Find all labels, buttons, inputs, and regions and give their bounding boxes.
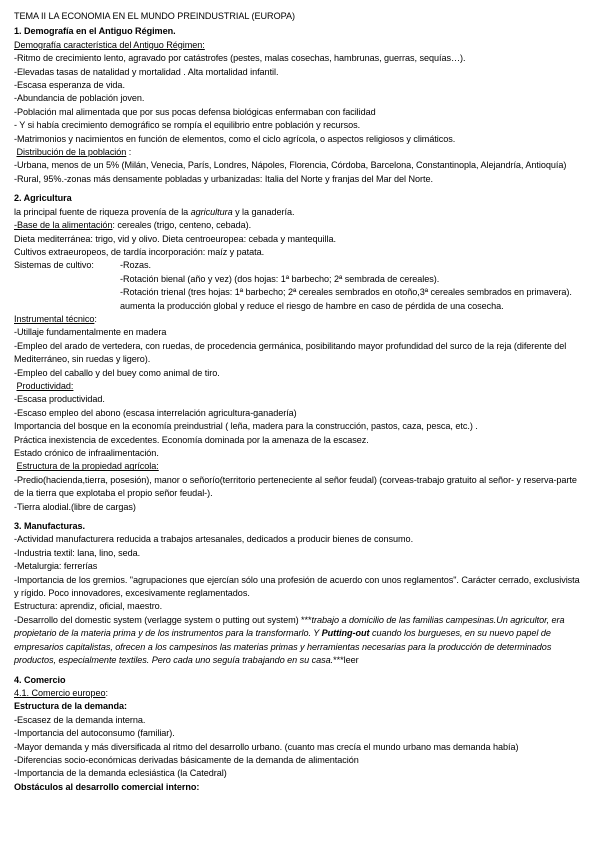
list-item: -Rotación bienal (año y vez) (dos hojas: 1ª barbecho; 2ª sembrada de cereales). — [120, 273, 440, 284]
productivity-list — [14, 393, 586, 460]
domestic-text-end: ***leer — [333, 655, 359, 666]
demand-list — [14, 714, 586, 781]
technical-list — [14, 326, 586, 380]
commerce-subheading-suffix: : — [105, 687, 108, 698]
cultivation-systems-label: Sistemas de cultivo: — [14, 260, 94, 271]
commerce-subheading-line — [14, 687, 586, 700]
list-item: Práctica inexistencia de excedentes. Economía dominada por la amenaza de la escasez. — [14, 434, 369, 445]
obstacles-heading: Obstáculos al desarrollo comercial interno: — [14, 781, 200, 792]
section-4-heading: 4. Comercio — [14, 674, 66, 685]
list-item: -Industria textil: lana, lino, seda. — [14, 547, 141, 558]
demand-heading: Estructura de la demanda: — [14, 701, 127, 712]
list-item: -Importancia del autoconsumo (familiar). — [14, 728, 175, 739]
productivity-heading-line — [14, 380, 586, 393]
manufacturing-list — [14, 533, 586, 613]
distribution-subheading: Distribución de la población — [16, 147, 127, 158]
agriculture-intro — [14, 206, 586, 219]
list-item: -Actividad manufacturera reducida a trabajos artesanales, dedicados a producir bienes de consumo. — [14, 534, 414, 545]
list-item: -Empleo del arado de vertedera, con ruedas, de procedencia germánica, posibilitando mayor profundidad del surco de la reja (diferente del Mediterráneo, sin ruedas y ligero). — [14, 340, 567, 365]
list-item: -Rural, 95%.-zonas más densamente pobladas y urbanizadas: Italia del Norte y franjas del Mar del Norte. — [14, 173, 433, 184]
list-item: -Rotación trienal (tres hojas: 1ª barbecho; 2ª cereales sembrados en otoño,3ª cereales sembrados en primavera). aumenta la producción global y reduce el riesgo de hambre en caso de pérdida de una cosecha. — [120, 287, 572, 311]
list-item: - Y si había crecimiento demográfico se rompía el equilibrio entre población y recursos. — [14, 120, 361, 131]
document-page — [14, 10, 586, 794]
food-base-text: : cereales (trigo, centeno, cebada). — [112, 220, 252, 231]
list-item: -Población mal alimentada que por sus pocas defensa biológicas enfermaban con facilidad — [14, 106, 376, 117]
diet-line: Dieta mediterránea: trigo, vid y olivo. Dieta centroeuropea: cebada y mantequilla. — [14, 233, 336, 244]
property-heading: Estructura de la propiedad agrícola: — [16, 461, 159, 472]
distribution-subheading-suffix: : — [126, 147, 132, 158]
list-item: -Utillaje fundamentalmente en madera — [14, 327, 167, 338]
intro-text-b: y la ganadería. — [232, 206, 295, 217]
list-item: -Importancia de la demanda eclesiástica (la Catedral) — [14, 768, 227, 779]
food-base-label: -Base de la alimentación — [14, 220, 113, 231]
property-heading-line — [14, 460, 586, 473]
list-item: Estructura: aprendiz, oficial, maestro. — [14, 601, 163, 612]
list-item: Importancia del bosque en la economía preindustrial ( leña, madera para la construcción, pastos, caza, pesca, etc.) . — [14, 421, 478, 432]
list-item: -Predio(hacienda,tierra, posesión), manor o señorío(territorio perteneciente al señor feudal) (corveas-trabajo gratuito al señor- y reserva-parte de la tierra que explotaba el propio señor feudal-). — [14, 474, 577, 499]
list-item: -Escasez de la demanda interna. — [14, 714, 146, 725]
domestic-system-paragraph — [14, 614, 586, 668]
section-2-heading: 2. Agricultura — [14, 193, 72, 204]
productivity-heading: Productividad: — [16, 380, 74, 391]
list-item: -Importancia de los gremios. "agrupaciones que ejercían sólo una profesión de acuerdo con unos reglamentos". Carácter cerrado, exclusivista y rígido. Poco innovadores, excesivamente reglamentados. — [14, 574, 580, 599]
list-item: -Elevadas tasas de natalidad y mortalidad . Alta mortalidad infantil. — [14, 66, 279, 77]
commerce-subheading: 4.1. Comercio europeo — [14, 687, 106, 698]
demography-list — [14, 52, 586, 146]
list-item: Estado crónico de infraalimentación. — [14, 448, 159, 458]
food-base-line — [14, 219, 586, 232]
list-item: -Abundancia de población joven. — [14, 93, 145, 104]
cultivation-systems — [14, 259, 586, 313]
list-item: -Escasa esperanza de vida. — [14, 80, 125, 91]
domestic-text-a: -Desarrollo del domestic system (verlagge system o putting out system) *** — [14, 614, 312, 625]
technical-heading-suffix: : — [94, 313, 97, 324]
list-item: -Tierra alodial.(libre de cargas) — [14, 501, 136, 512]
property-list — [14, 474, 586, 514]
list-item: -Escaso empleo del abono (escasa interrelación agricultura-ganadería) — [14, 407, 297, 418]
document-title: TEMA II LA ECONOMIA EN EL MUNDO PREINDUSTRIAL (EUROPA) — [14, 11, 295, 21]
domestic-text-bold: Putting-out — [321, 628, 370, 639]
list-item: -Escasa productividad. — [14, 394, 105, 405]
list-item: -Diferencias socio-económicas derivadas básicamente de la demanda de alimentación — [14, 754, 359, 765]
section-1-subheading-1 — [14, 39, 586, 52]
cultivation-systems-list — [120, 259, 586, 313]
intro-text-a: la principal fuente de riqueza provenía de la — [14, 206, 191, 217]
technical-heading-line — [14, 313, 586, 326]
list-item: -Mayor demanda y más diversificada al ritmo del desarrollo urbano. (cuanto mas crecía el mundo urbano mas demanda había) — [14, 741, 519, 752]
technical-heading: Instrumental técnico — [14, 313, 95, 324]
intro-text-italic: agricultura — [190, 206, 233, 217]
list-item: -Rozas. — [120, 260, 151, 271]
list-item: -Urbana, menos de un 5% (Milán, Venecia, París, Londres, Nápoles, Florencia, Córdoba, Barcelona, Constantinopla, Alejandría, Antioquía) — [14, 160, 567, 171]
section-3-heading: 3. Manufacturas. — [14, 521, 85, 532]
crops-line: Cultivos extraeuropeos, de tardía incorporación: maíz y patata. — [14, 246, 265, 257]
list-item: -Matrimonios y nacimientos en función de elementos, como el ciclo agrícola, o aspectos religiosos y climáticos. — [14, 133, 456, 144]
list-item: -Metalurgia: ferrerías — [14, 561, 98, 572]
distribution-list — [14, 159, 586, 186]
demography-subheading: Demografía característica del Antiguo Régimen: — [14, 39, 205, 50]
distribution-subheading-line — [14, 146, 586, 159]
list-item: -Empleo del caballo y del buey como animal de tiro. — [14, 367, 220, 378]
list-item: -Ritmo de crecimiento lento, agravado por catástrofes (pestes, malas cosechas, hambrunas, guerras, sequías…). — [14, 53, 466, 64]
domestic-text-italic-1: trabajo a domicilio de las familias campesinas.Un agricultor, era propietario de la materia prima y de los instrumentos para la transformarlo. Y — [14, 614, 565, 639]
section-1-heading: 1. Demografía en el Antiguo Régimen. — [14, 26, 176, 37]
domestic-text-italic-2: cuando los burgueses, en su nuevo papel de empresarios capitalistas, ofrecen a los campesinos las materias primas y herramientas necesarias para la producción de determinados productos, especialmente textiles. Pero cada uno seguía trabajando en su casa. — [14, 628, 552, 666]
